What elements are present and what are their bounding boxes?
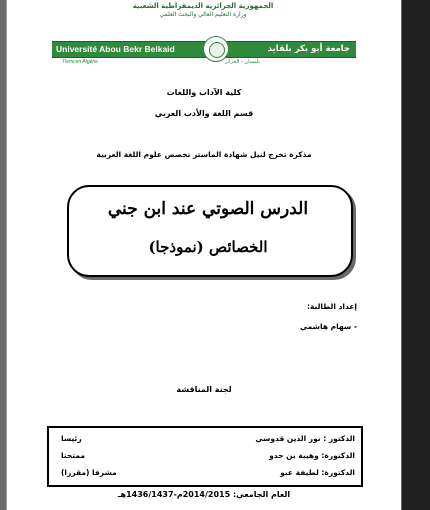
student-name: - سهام هاشمي — [300, 322, 357, 331]
prepared-by-label: إعداد الطالبة: — [307, 302, 357, 311]
jury-row — [49, 451, 361, 465]
jury-member-role: مشرفا (مقررا) — [61, 468, 117, 477]
jury-table — [47, 426, 363, 487]
jury-member-name: الدكتور : نور الدين قدوسي — [255, 434, 355, 443]
jury-member-role: ممتحنا — [61, 451, 86, 460]
committee-heading: لجنة المناقشة — [176, 385, 232, 394]
viewer-side-strip — [402, 0, 430, 510]
thesis-title-line1: الدرس الصوتي عند ابن جني — [107, 199, 309, 219]
ministry-line: وزارة التعليم العالي والبحث العلمي — [159, 11, 247, 18]
jury-row — [49, 434, 361, 448]
jury-row — [49, 468, 361, 482]
jury-member-name: الدكتورة: لطيفة عبو — [280, 468, 355, 477]
department-name: قسم اللغة والأدب العربي — [154, 109, 254, 118]
document-page — [6, 0, 401, 510]
city-ar: تلمسان - الجزائر — [225, 59, 261, 65]
thesis-type: مذكرة تخرج لنيل شهادة الماستر تخصص علوم اللغة العربية — [96, 150, 312, 159]
faculty-name: كلية الآداب واللغات — [166, 88, 242, 97]
university-name-fr: Université Abou Bekr Belkaid — [56, 44, 175, 54]
jury-member-name: الدكتورة: وهيبة بن حدو — [269, 451, 355, 460]
jury-member-role: رئيسا — [61, 434, 82, 443]
republic-line: الجمهورية الجزائرية الديمقراطية الشعبية — [132, 2, 274, 10]
city-fr: Tlemcen Algérie — [62, 59, 98, 65]
thesis-title-line2: الخصائص (نموذجا) — [148, 238, 268, 256]
academic-year: العام الجامعي: 2014/2015م-1436/1437هـ — [117, 490, 291, 499]
university-name-ar: جامعة أبو بكر بلقايد — [267, 44, 350, 54]
